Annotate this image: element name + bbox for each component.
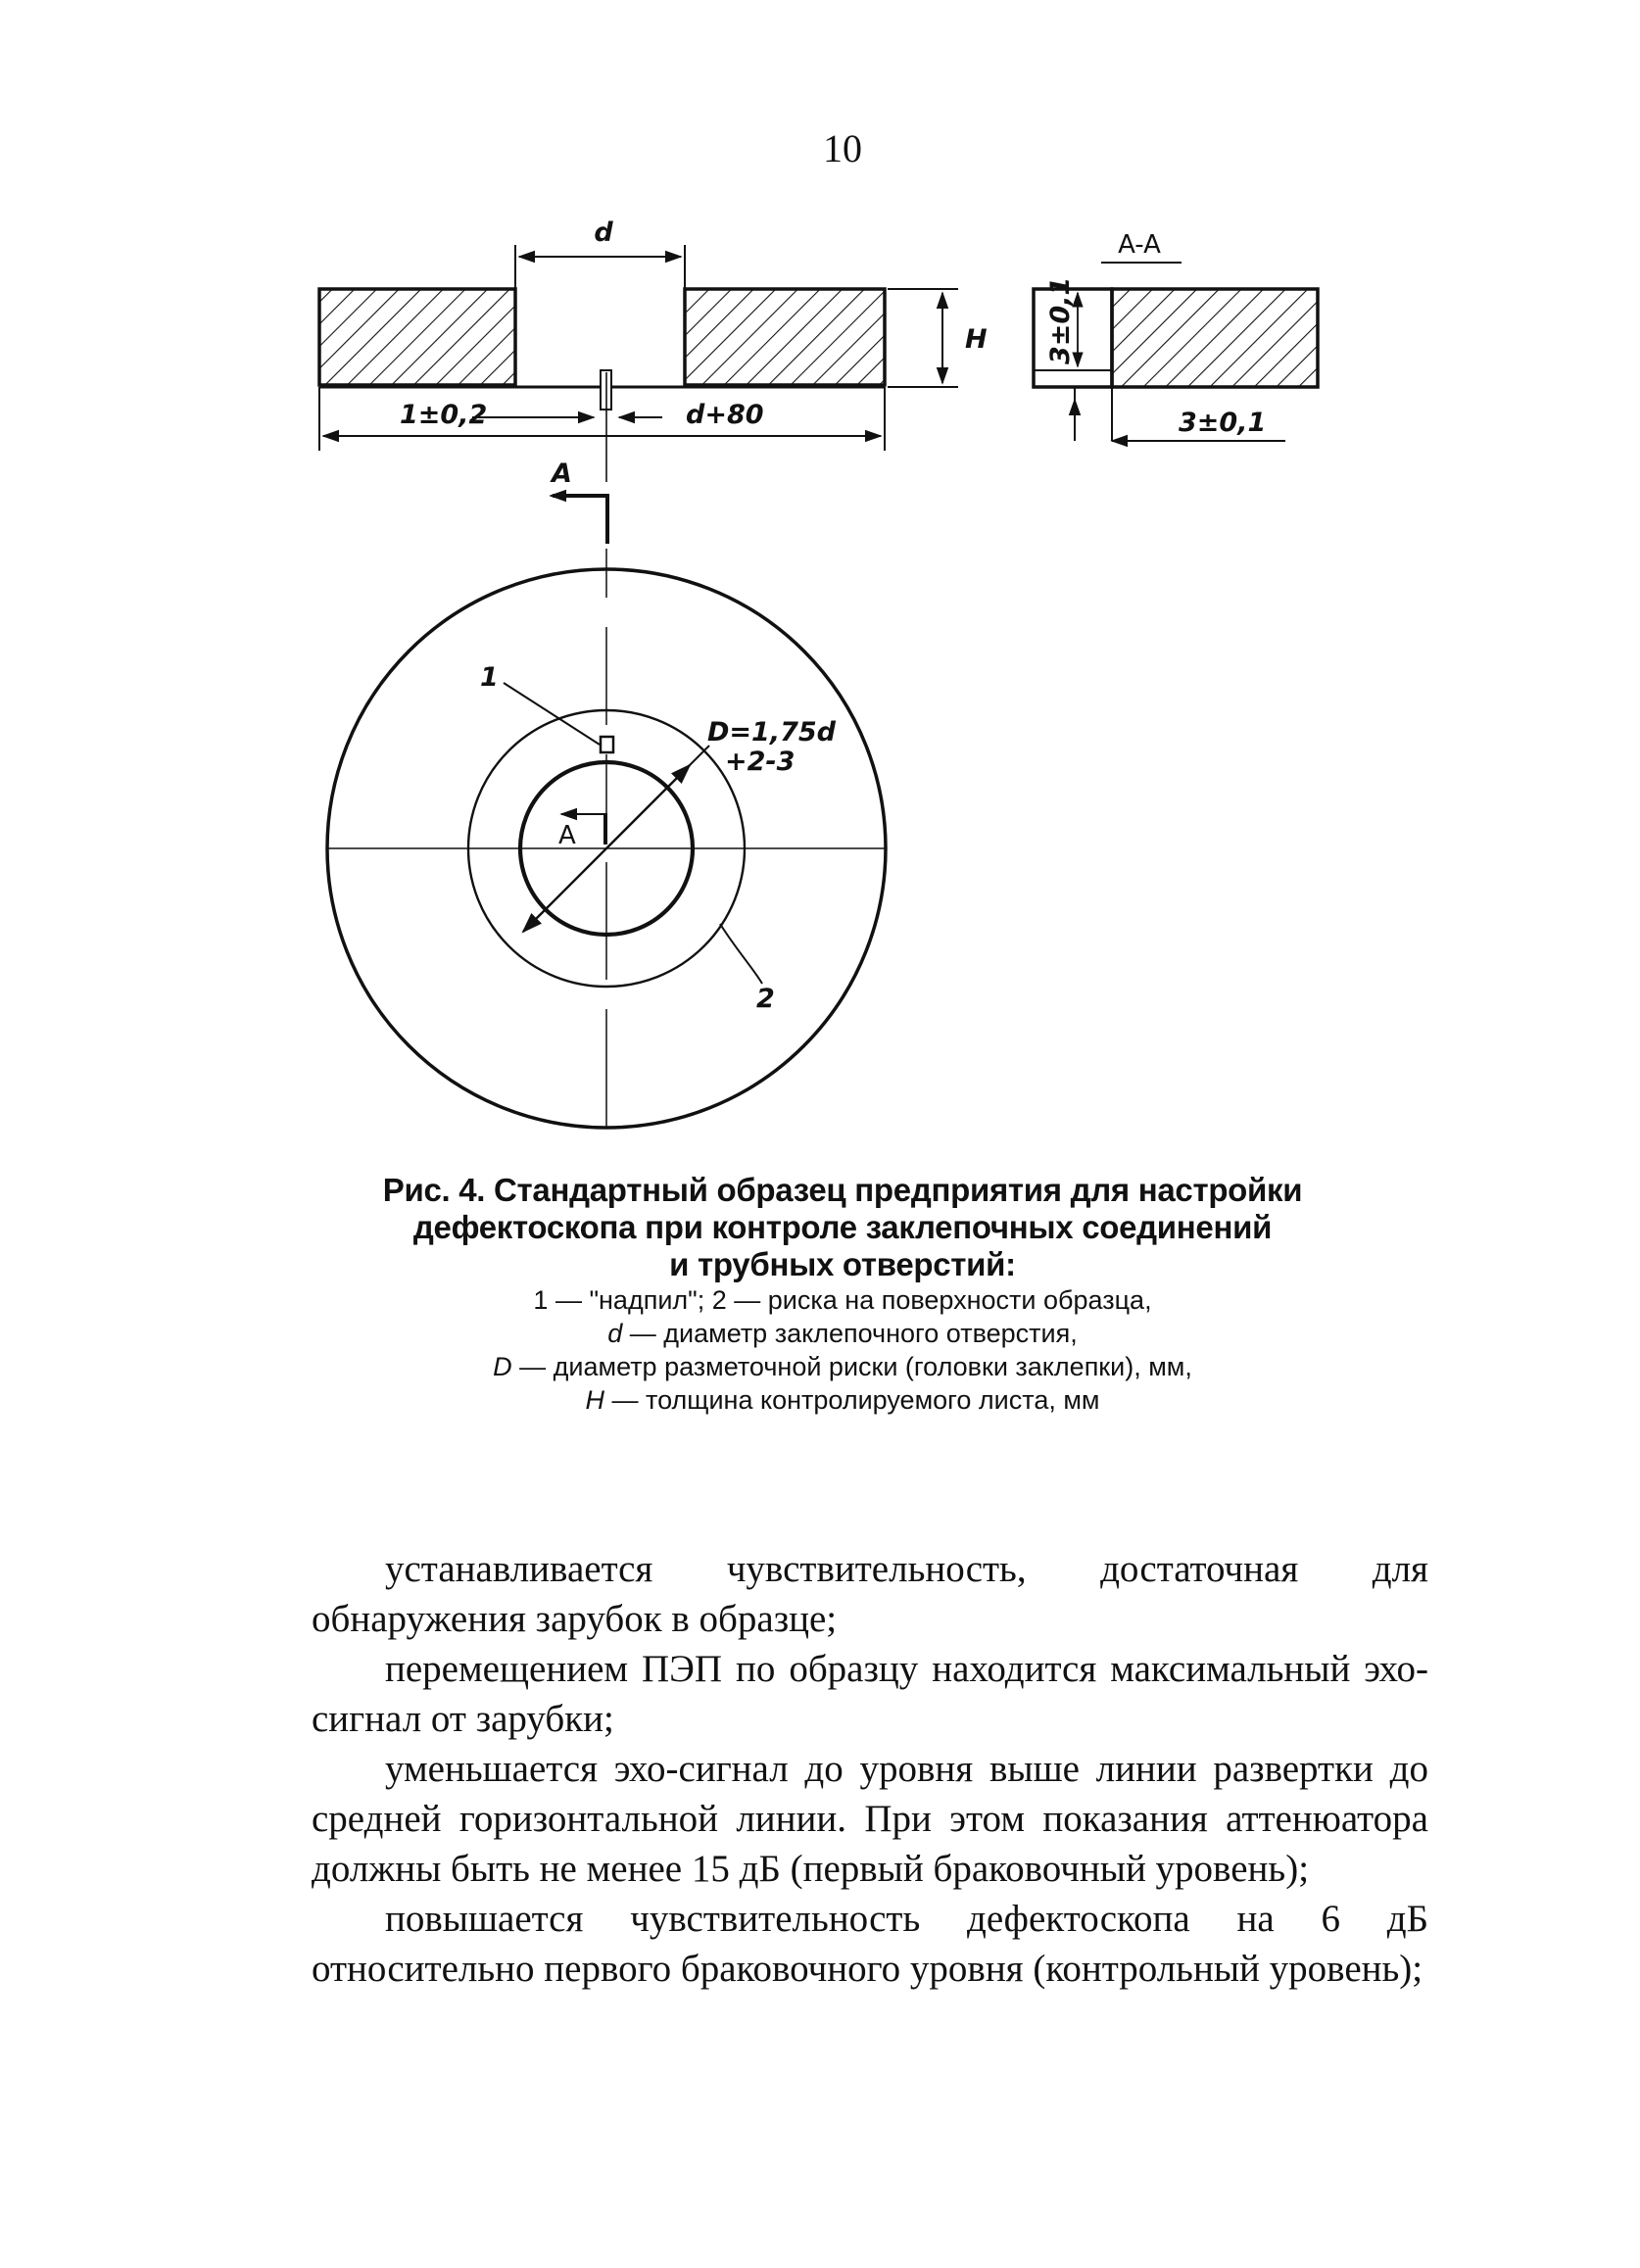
H-label: H: [965, 324, 988, 355]
paragraph-3: уменьшается эхо-сигнал до уровня выше линии развертки до средней горизонтальной линии. При этом показания аттенюатора должны быть не менее 15 дБ (первый браковочный уровень);: [312, 1748, 1428, 1890]
d-plus-80-label: d+80: [686, 400, 764, 430]
symbol-D: D: [493, 1352, 512, 1381]
plan-view: [327, 549, 886, 1128]
page-number: 10: [823, 126, 862, 170]
section-a-a-view: [1034, 230, 1318, 441]
callout-1-label: 1: [480, 662, 499, 693]
paragraph-2: перемещением ПЭП по образцу находится максимальный эхо-сигнал от зарубки;: [312, 1648, 1428, 1740]
caption-title-line-3: и трубных отверстий:: [669, 1246, 1016, 1282]
notch-in-plan: [601, 737, 613, 752]
caption-legend-line-1: 1 — "надпил"; 2 — риска на поверхности образца,: [533, 1285, 1152, 1315]
section-left-block: [319, 289, 515, 385]
D-formula-line1: D=1,75d: [707, 717, 836, 748]
cut-A-center-label: A: [558, 821, 576, 850]
callout-2-leader: [720, 924, 762, 984]
caption-legend-line-4: [0, 1383, 1640, 1417]
cross-section-view: [319, 217, 988, 544]
caption-title-line-2: дефектоскопа при контроле заклепочных соединений: [412, 1209, 1273, 1245]
symbol-H: H: [585, 1385, 604, 1415]
callout-2-label: 2: [756, 984, 775, 1014]
tolerance-left-label: 1±0,2: [400, 400, 488, 430]
d-label: d: [594, 217, 613, 248]
figure-caption: [0, 1172, 1640, 1417]
cut-A-top-label: A: [552, 458, 572, 489]
symbol-d: d: [607, 1319, 623, 1348]
paragraph-1: устанавливается чувствительность, достаточная для обнаружения зарубок в образце;: [312, 1548, 1428, 1640]
paragraph-4: повышается чувствительность дефектоскопа на 6 дБ относительно первого браковочного уровня (контрольный уровень);: [312, 1898, 1428, 1990]
legend-H-text: — толщина контролируемого листа, мм: [604, 1385, 1100, 1415]
cut-A-top-indicator: [553, 496, 607, 544]
D-formula-line2: +2-3: [725, 747, 796, 777]
body-text: [312, 1544, 1428, 1994]
caption-title-line-1: Рис. 4. Стандартный образец предприятия для настройки: [382, 1172, 1303, 1208]
vertical-tolerance-label: 3±0,1: [1045, 276, 1076, 364]
horizontal-tolerance-label: 3±0,1: [1179, 408, 1267, 438]
caption-legend-line-2: [0, 1317, 1640, 1350]
section-label: A-A: [1118, 230, 1161, 260]
section-aa-hatched: [1112, 289, 1318, 387]
section-right-block: [685, 289, 885, 385]
legend-d-text: — диаметр заклепочного отверстия,: [622, 1319, 1078, 1348]
caption-legend-line-3: [0, 1350, 1640, 1383]
callout-1-leader: [504, 683, 600, 745]
legend-D-text: — диаметр разметочной риски (головки заклепки), мм,: [511, 1352, 1192, 1381]
